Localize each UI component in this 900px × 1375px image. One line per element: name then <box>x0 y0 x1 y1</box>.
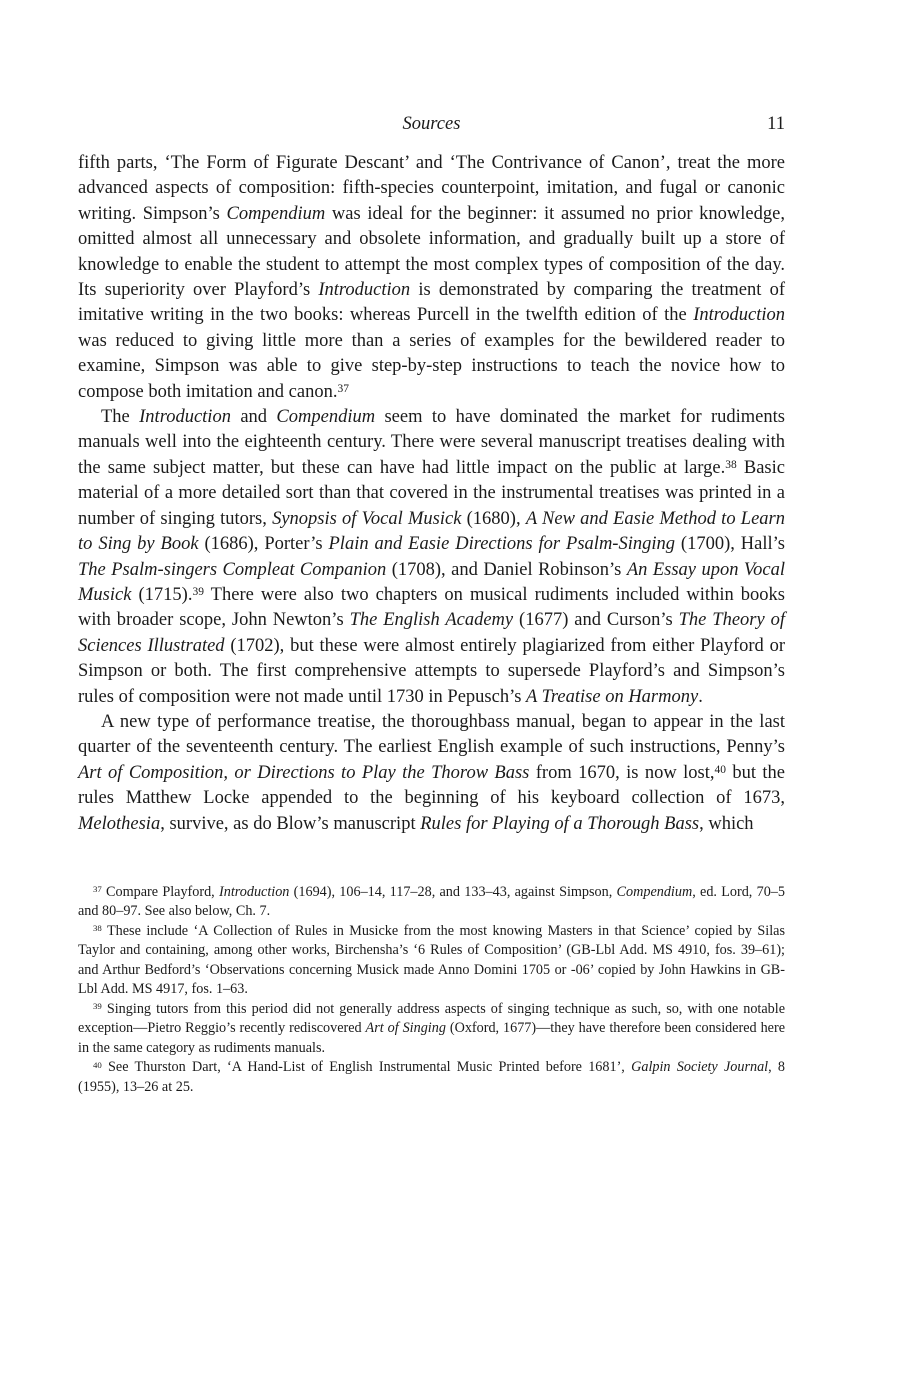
paragraph-2: The Introduction and Compendium seem to have dominated the market for rudiments manuals well into the eighteenth century. There were several manuscript treatises dealing with the same subject matter, but these can have had little impact on the public at large.$^{38}$ Basic material of a more detailed sort than that covered in the instrumental treatises was printed in a number of singing tutors, Synopsis of Vocal Musick (1680), A New and Easie Method to Learn to Sing by Book (1686), Porter’s Plain and Easie Directions for Psalm-Singing (1700), Hall’s The Psalm-singers Compleat Companion (1708), and Daniel Robinson’s An Essay upon Vocal Musick (1715).$^{39}$ There were also two chapters on musical rudiments included within books with broader scope, John Newton’s The English Academy (1677) and Curson’s The Theory of Sciences Illustrated (1702), but these were almost entirely plagiarized from either Playford or Simpson or both. The first comprehensive attempts to supersede Playford’s and Simpson’s rules of composition were not made until 1730 in Pepusch’s A Treatise on Harmony. <box>78 407 786 707</box>
footnotes-section <box>78 883 785 1098</box>
main-text <box>78 151 785 837</box>
page-number: 11 <box>767 114 785 134</box>
footnote-39: $^{39}$ Singing tutors from this period did not generally address aspects of singing technique as such, so, with one notable exception—Pietro Reggio’s recently rediscovered Art of Singing (Oxford, 1677)—they have therefore been considered here in the same category as rudiments manuals. <box>78 1000 785 1056</box>
page-header <box>78 112 785 137</box>
footnote-37: $^{37}$ Compare Playford, Introduction (1694), 106–14, 117–28, and 133–43, against Simpson, Compendium, ed. Lord, 70–5 and 80–97. See also below, Ch. 7. <box>78 883 785 920</box>
footnote-40: $^{40}$ See Thurston Dart, ‘A Hand-List of English Instrumental Music Printed before 1681’, Galpin Society Journal, 8 (1955), 13–26 at 25. <box>78 1059 785 1095</box>
running-title: Sources <box>402 114 461 134</box>
paragraph-1: fifth parts, ‘The Form of Figurate Descant’ and ‘The Contrivance of Canon’, treat the more advanced aspects of composition: fifth-species counterpoint, imitation, and fugal or canonic writing. Simpson’s Compendium was ideal for the beginner: it assumed no prior knowledge, omitted almost all unnecessary and obsolete information, and gradually built up a store of knowledge to enable the student to attempt the most complex types of composition of the day. Its superiority over Playford’s Introduction is demonstrated by comparing the treatment of imitative writing in the two books: whereas Purcell in the twelfth edition of the Introduction was reduced to giving little more than a series of examples for the bewildered reader to examine, Simpson was able to give step-by-step instructions to teach the novice how to compose both imitation and canon.$^{37}$ <box>78 153 786 402</box>
paragraph-3: A new type of performance treatise, the thoroughbass manual, began to appear in the last quarter of the seventeenth century. The earliest English example of such instructions, Penny’s Art of Composition, or Directions to Play the Thorow Bass from 1670, is now lost,$^{40}$ but the rules Matthew Locke appended to the beginning of his keyboard collection of 1673, Melothesia, survive, as do Blow’s manuscript Rules for Playing of a Thorough Bass, which <box>78 711 785 834</box>
footnote-38: $^{38}$ These include ‘A Collection of Rules in Musicke from the most knowing Masters in that Science’ copied by Silas Taylor and containing, among other works, Birchensha’s ‘6 Rules of Composition’ (GB-Lbl Add. MS 4910, fos. 39–61); and Arthur Bedford’s ‘Observations concerning Musick made Anno Domini 1705 or -06’ copied by John Hawkins in GB-Lbl Add. MS 4917, fos. 1–63. <box>78 922 785 998</box>
